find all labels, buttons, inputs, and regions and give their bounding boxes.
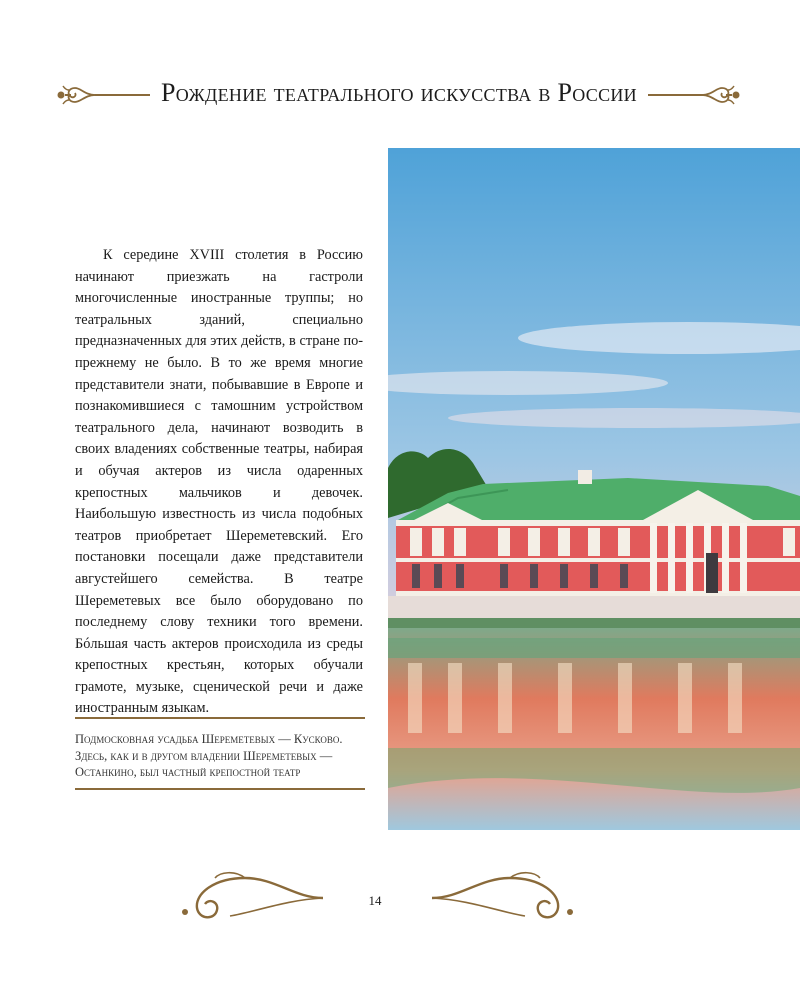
page-number: 14 bbox=[368, 893, 382, 908]
header-rule-right bbox=[648, 94, 703, 96]
flourish-right-icon bbox=[430, 868, 580, 923]
photo-caption-box bbox=[75, 717, 365, 790]
page-header bbox=[0, 70, 800, 120]
palace-photo-icon bbox=[388, 148, 800, 830]
body-paragraph: К середине XVIII столетия в Россию начинают приезжать на гастроли многочисленные иностранные труппы; но театральных зданий, специально предназначенных для этих действ, в стране по-прежнему не было. В то же время многие представители знати, побывавшие в Европе и познакомившиеся с тамошним устройством театрального дела, начинают возводить в своих владениях собственные театры, набирая и обучая актеров из числа одаренных крепостных мальчиков и девочек. Наибольшую известность из числа подобных театров приобретает Шереметевский. Его постановки посещали даже представители августейшего семейства. В театре Шереметевых все было оборудовано по последнему слову техники того времени. Бóльшая часть актеров происходила из среды крепостных крестьян, которых обучали грамоте, музыке, сценической речи и даже иностранным языкам. bbox=[75, 247, 363, 717]
fleuron-right-icon bbox=[700, 80, 742, 110]
flourish-left-icon bbox=[175, 868, 325, 923]
palace-photo bbox=[388, 148, 800, 830]
page-title: Рождение театрального искусства в России bbox=[161, 78, 637, 107]
header-rule-left bbox=[95, 94, 150, 96]
photo-caption: Подмосковная усадьба Шереметевых — Кусково. Здесь, как и в другом владении Шереметевых — Останкино, был частный крепостной театр bbox=[75, 732, 343, 779]
fleuron-left-icon bbox=[55, 80, 97, 110]
